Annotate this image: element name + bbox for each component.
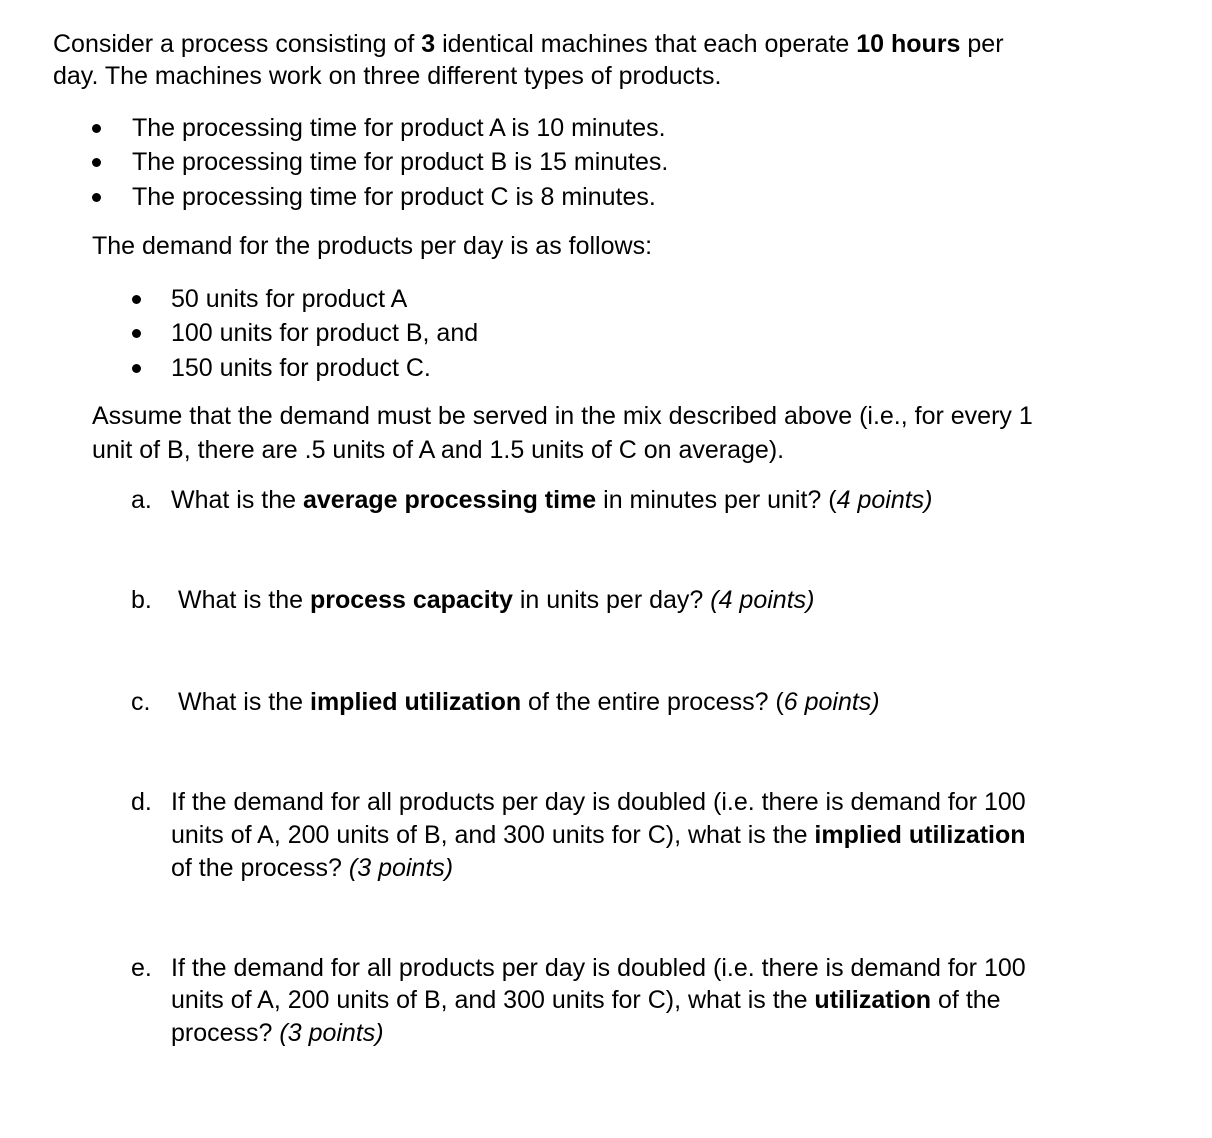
question-key-term: average processing time [303, 486, 597, 514]
question-b [178, 584, 814, 616]
question-text: of the process? [171, 854, 349, 882]
question-text: What is the [178, 688, 310, 716]
processing-time-item: The processing time for product C is 8 minutes. [132, 183, 656, 211]
question-c-label: c. [131, 688, 151, 716]
question-d-line-1: If the demand for all products per day is doubled (i.e. there is demand for 100 [171, 788, 1026, 816]
question-d-line-3 [171, 852, 453, 884]
question-points: (3 points) [348, 854, 454, 882]
demand-item: 50 units for product A [171, 285, 408, 313]
demand-item: 150 units for product C. [171, 354, 431, 382]
bullet-dot [132, 364, 141, 373]
question-key-term: utilization [814, 986, 932, 1014]
question-points: (4 points) [710, 586, 815, 614]
question-key-term: implied utilization [310, 688, 522, 716]
machine-count: 3 [421, 30, 436, 58]
question-text: units of A, 200 units of B, and 300 units for C), what is the [171, 821, 815, 849]
question-points: 6 points) [783, 688, 880, 716]
intro-text: Consider a process consisting of [53, 30, 422, 58]
question-text: What is the [171, 486, 303, 514]
question-e-line-1: If the demand for all products per day is doubled (i.e. there is demand for 100 [171, 954, 1026, 982]
question-key-term: implied utilization [814, 821, 1026, 849]
intro-text: identical machines that each operate [435, 30, 857, 58]
question-c [178, 686, 880, 718]
question-b-label: b. [131, 586, 152, 614]
question-text: of the entire process? ( [521, 688, 784, 716]
operating-hours: 10 hours [856, 30, 961, 58]
question-text: units of A, 200 units of B, and 300 units for C), what is the [171, 986, 815, 1014]
question-points: (3 points) [279, 1019, 384, 1047]
question-e-label: e. [131, 954, 152, 982]
bullet-dot [132, 329, 141, 338]
processing-time-item: The processing time for product B is 15 minutes. [132, 148, 669, 176]
question-d-line-2 [171, 819, 1026, 851]
assume-line-2: unit of B, there are .5 units of A and 1.5 units of C on average). [92, 436, 785, 464]
question-d-label: d. [131, 788, 152, 816]
question-e-line-3 [171, 1017, 384, 1049]
question-key-term: process capacity [310, 586, 513, 614]
assume-line-1: Assume that the demand must be served in the mix described above (i.e., for every 1 [92, 402, 1033, 430]
question-text: in units per day? [512, 586, 711, 614]
question-e-line-2 [171, 984, 1001, 1016]
bullet-dot [92, 158, 101, 167]
question-text: in minutes per unit? ( [596, 486, 837, 514]
question-a-label: a. [131, 486, 152, 514]
bullet-dot [92, 193, 101, 202]
intro-line-1 [53, 28, 1004, 60]
question-a [171, 484, 933, 516]
question-text: process? [171, 1019, 280, 1047]
question-points: 4 points) [836, 486, 933, 514]
question-text: What is the [178, 586, 310, 614]
bullet-dot [92, 124, 101, 133]
intro-line-2: day. The machines work on three different types of products. [53, 62, 722, 90]
processing-time-item: The processing time for product A is 10 minutes. [132, 114, 666, 142]
bullet-dot [132, 295, 141, 304]
demand-item: 100 units for product B, and [171, 319, 479, 347]
question-text: of the [931, 986, 1001, 1014]
demand-intro: The demand for the products per day is as follows: [92, 232, 653, 260]
intro-text: per [960, 30, 1004, 58]
